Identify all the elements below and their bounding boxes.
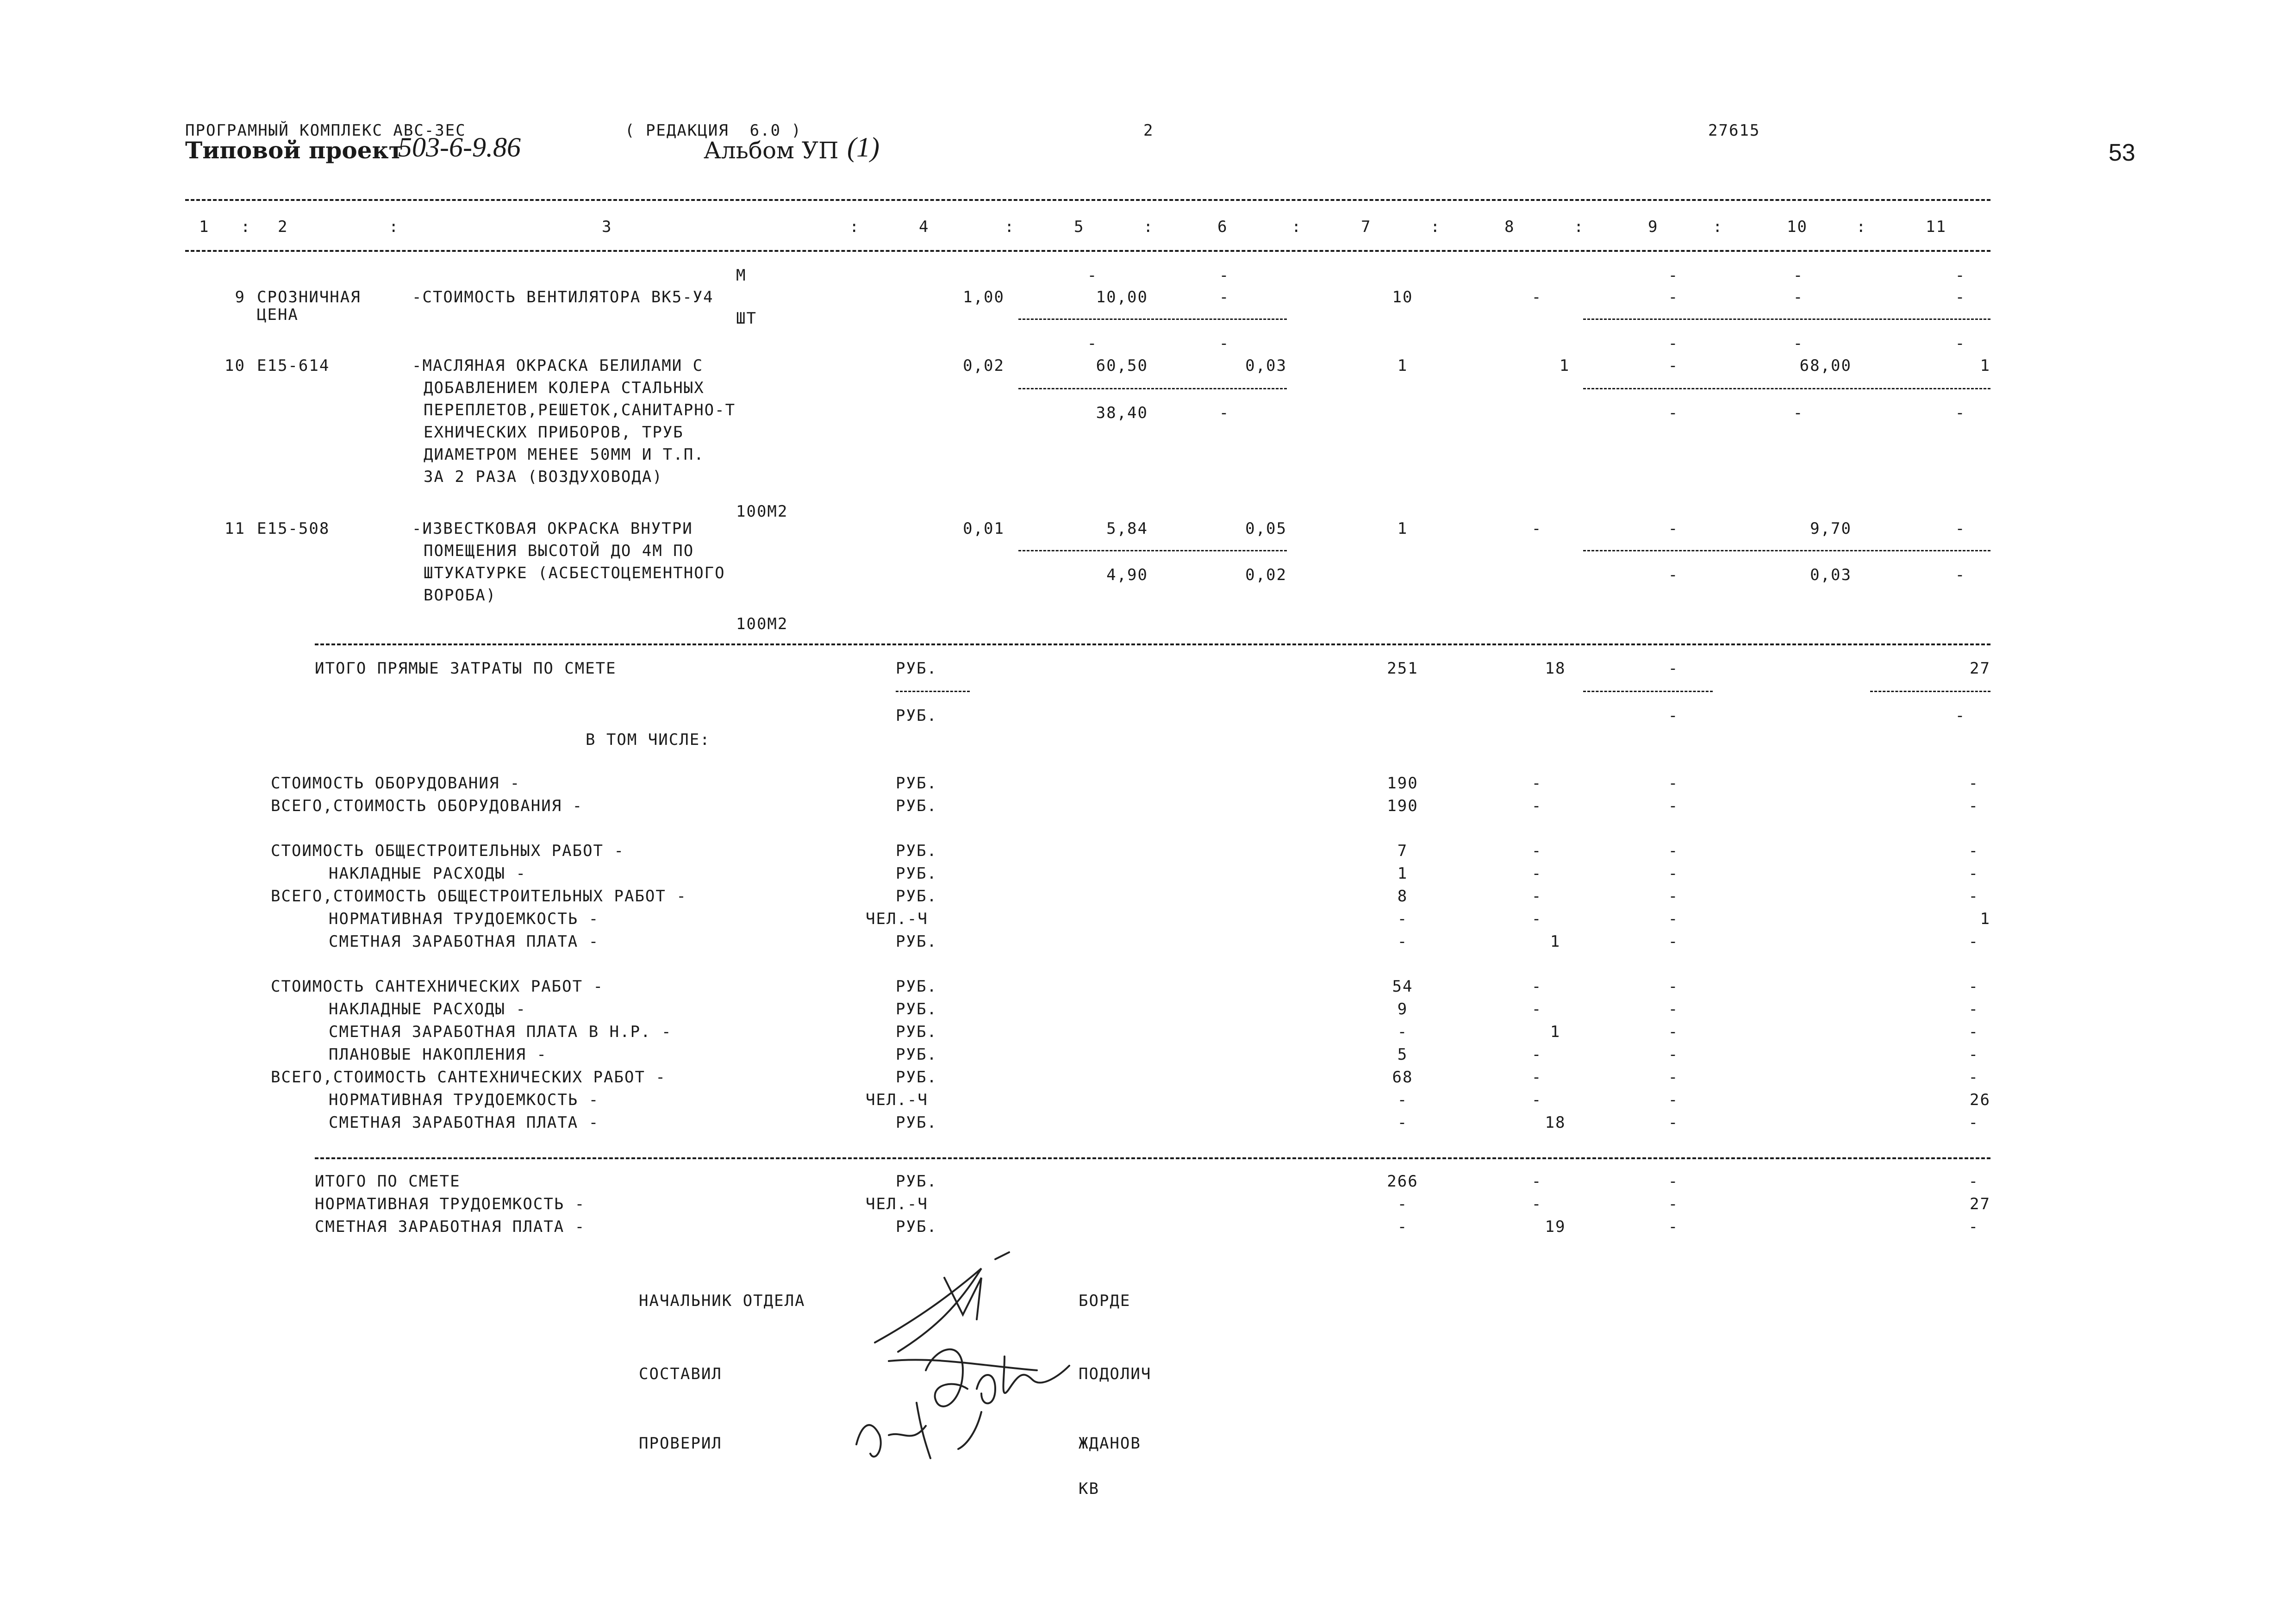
breakdown-c8: 1 — [1550, 932, 1561, 951]
direct-costs-label: ИТОГО ПРЯМЫЕ ЗАТРАТЫ ПО СМЕТЕ — [315, 659, 617, 678]
breakdown-c9: - — [1668, 1023, 1679, 1041]
breakdown-c9: - — [1668, 774, 1679, 793]
breakdown-c9: - — [1668, 842, 1679, 860]
breakdown-c11: - — [1968, 1000, 1979, 1018]
breakdown-c8: - — [1531, 1091, 1542, 1109]
breakdown-c11: - — [1968, 887, 1979, 906]
row10-c11-top: - — [1955, 334, 1966, 353]
breakdown-label: ВСЕГО,СТОИМОСТЬ ОБОРУДОВАНИЯ - — [271, 797, 583, 815]
row10-c10-b: - — [1793, 404, 1804, 422]
final-total: 266 — [1387, 1172, 1418, 1191]
direct-costs-unit-2: РУБ. — [896, 706, 937, 725]
breakdown-c11: - — [1968, 774, 1979, 793]
final-c9: - — [1668, 1218, 1679, 1236]
breakdown-c8: - — [1531, 842, 1542, 860]
sheet-number: 2 — [1143, 121, 1154, 140]
column-number-4: 4 — [919, 218, 930, 236]
column-separator: : — [1143, 218, 1154, 236]
direct-costs-sub-rule-c9 — [1583, 691, 1713, 692]
row9-c8: - — [1531, 288, 1542, 306]
row10-unit-price: 60,50 — [1096, 356, 1148, 375]
row10-unit: 100М2 — [736, 502, 788, 521]
breakdown-label: НОРМАТИВНАЯ ТРУДОЕМКОСТЬ - — [329, 1091, 599, 1109]
breakdown-unit: РУБ. — [896, 1023, 937, 1041]
breakdown-unit: РУБ. — [896, 1000, 937, 1018]
table-header-rule — [185, 250, 1990, 252]
page-number: 53 — [2109, 139, 2135, 166]
row10-c11: 1 — [1980, 356, 1990, 375]
breakdown-c11: - — [1968, 797, 1979, 815]
direct-costs-c11-b: - — [1955, 706, 1966, 725]
row9-total: 10 — [1392, 288, 1413, 306]
row10-unit-price-b: 38,40 — [1096, 404, 1148, 422]
breakdown-c8: - — [1531, 887, 1542, 906]
column-number-2: 2 — [278, 218, 288, 236]
breakdown-unit: РУБ. — [896, 797, 937, 815]
column-separator: : — [1856, 218, 1867, 236]
breakdown-total: 7 — [1397, 842, 1408, 860]
final-label: НОРМАТИВНАЯ ТРУДОЕМКОСТЬ - — [315, 1195, 586, 1213]
breakdown-c8: - — [1531, 797, 1542, 815]
breakdown-unit: ЧЕЛ.-Ч — [866, 910, 928, 928]
column-number-8: 8 — [1504, 218, 1515, 236]
direct-costs-unit: РУБ. — [896, 659, 937, 678]
breakdown-label: СТОИМОСТЬ САНТЕХНИЧЕСКИХ РАБОТ - — [271, 977, 604, 996]
compiled-by-name: ПОДОЛИЧ — [1079, 1365, 1152, 1383]
album-label: Альбом УП — [704, 137, 839, 164]
breakdown-unit: РУБ. — [896, 932, 937, 951]
including-heading: В ТОМ ЧИСЛЕ: — [586, 731, 711, 749]
breakdown-c11: - — [1968, 932, 1979, 951]
breakdown-c9: - — [1668, 864, 1679, 883]
breakdown-total: 190 — [1387, 774, 1418, 793]
breakdown-c9: - — [1668, 932, 1679, 951]
row10-c6-top: - — [1219, 334, 1230, 353]
breakdown-c8: - — [1531, 1068, 1542, 1087]
breakdown-c9: - — [1668, 910, 1679, 928]
breakdown-label: СМЕТНАЯ ЗАРАБОТНАЯ ПЛАТА - — [329, 1113, 599, 1132]
totals-rule — [315, 643, 1990, 645]
direct-costs-total: 251 — [1387, 659, 1418, 678]
breakdown-c11: - — [1968, 842, 1979, 860]
column-number-9: 9 — [1648, 218, 1659, 236]
final-c8: 19 — [1545, 1218, 1566, 1236]
column-separator: : — [1292, 218, 1302, 236]
row9-c9: - — [1668, 288, 1679, 306]
row10-sub-rule-b — [1583, 388, 1990, 389]
breakdown-unit: РУБ. — [896, 1045, 937, 1064]
row9-number: 9 — [235, 288, 245, 306]
row11-c9-b: - — [1668, 566, 1679, 584]
r11-description-line: ШТУКАТУРКЕ (АСБЕСТОЦЕМЕНТНОГО — [424, 564, 725, 582]
row10-c5-top: - — [1087, 334, 1098, 353]
checked-by-name: ЖДАНОВ — [1079, 1434, 1141, 1453]
breakdown-c11: - — [1968, 1045, 1979, 1064]
breakdown-unit: РУБ. — [896, 864, 937, 883]
breakdown-unit: РУБ. — [896, 977, 937, 996]
row9-c9-top: - — [1668, 266, 1679, 285]
row11-c6: 0,05 — [1245, 519, 1287, 538]
project-code: 503-6-9.86 — [398, 132, 521, 162]
row11-unit-price-b: 4,90 — [1106, 566, 1148, 584]
breakdown-label: СМЕТНАЯ ЗАРАБОТНАЯ ПЛАТА В Н.Р. - — [329, 1023, 672, 1041]
column-separator: : — [849, 218, 860, 236]
row10-c10: 68,00 — [1799, 356, 1852, 375]
breakdown-label: ВСЕГО,СТОИМОСТЬ САНТЕХНИЧЕСКИХ РАБОТ - — [271, 1068, 666, 1087]
breakdown-c11: - — [1968, 1068, 1979, 1087]
breakdown-c8: - — [1531, 1045, 1542, 1064]
breakdown-total: - — [1397, 1113, 1408, 1132]
row9-unit-price: 10,00 — [1096, 288, 1148, 306]
breakdown-c11: - — [1968, 977, 1979, 996]
breakdown-c11: - — [1968, 864, 1979, 883]
document-number: 27615 — [1708, 121, 1760, 140]
final-c9: - — [1668, 1195, 1679, 1213]
r11-description-line: -ИЗВЕСТКОВАЯ ОКРАСКА ВНУТРИ — [412, 519, 693, 538]
direct-costs-sub-rule-unit — [896, 691, 970, 692]
breakdown-label: НОРМАТИВНАЯ ТРУДОЕМКОСТЬ - — [329, 910, 599, 928]
row10-c9: - — [1668, 356, 1679, 375]
row9-c6-top: - — [1219, 266, 1230, 285]
row11-code: Е15-508 — [257, 519, 330, 538]
row9-quantity: 1,00 — [963, 288, 1004, 306]
row9-sub-rule-b — [1583, 319, 1990, 320]
row11-c11-b: - — [1955, 566, 1966, 584]
breakdown-label: НАКЛАДНЫЕ РАСХОДЫ - — [329, 1000, 526, 1018]
r10-description-line: ЗА 2 РАЗА (ВОЗДУХОВОДА) — [424, 468, 663, 486]
row10-number: 10 — [225, 356, 245, 375]
final-c11: - — [1968, 1172, 1979, 1191]
breakdown-total: 54 — [1392, 977, 1413, 996]
final-c11: 27 — [1970, 1195, 1990, 1213]
direct-costs-c11: 27 — [1970, 659, 1990, 678]
column-separator: : — [1430, 218, 1441, 236]
column-number-3: 3 — [602, 218, 612, 236]
row9-description: -СТОИМОСТЬ ВЕНТИЛЯТОРА ВК5-У4 — [412, 288, 714, 306]
row11-c11: - — [1955, 519, 1966, 538]
breakdown-total: - — [1397, 932, 1408, 951]
direct-costs-sub-rule-c11 — [1870, 691, 1990, 692]
row10-sub-rule-a — [1018, 388, 1287, 389]
final-c8: - — [1531, 1172, 1542, 1191]
breakdown-c9: - — [1668, 887, 1679, 906]
final-unit: РУБ. — [896, 1172, 937, 1191]
row11-unit-price: 5,84 — [1106, 519, 1148, 538]
footer-code: КВ — [1079, 1480, 1099, 1498]
column-separator: : — [1713, 218, 1723, 236]
breakdown-unit: РУБ. — [896, 1113, 937, 1132]
final-c8: - — [1531, 1195, 1542, 1213]
column-number-5: 5 — [1074, 218, 1085, 236]
breakdown-total: 5 — [1397, 1045, 1408, 1064]
breakdown-total: - — [1397, 910, 1408, 928]
final-label: ИТОГО ПО СМЕТЕ — [315, 1172, 461, 1191]
breakdown-c8: 18 — [1545, 1113, 1566, 1132]
r10-description-line: ДИАМЕТРОМ МЕНЕЕ 50ММ И Т.П. — [424, 445, 705, 464]
direct-costs-c9: - — [1668, 659, 1679, 678]
breakdown-c9: - — [1668, 1045, 1679, 1064]
breakdown-c8: - — [1531, 1000, 1542, 1018]
breakdown-unit: РУБ. — [896, 1068, 937, 1087]
column-separator: : — [1004, 218, 1015, 236]
head-of-dept-label: НАЧАЛЬНИК ОТДЕЛА — [639, 1292, 805, 1310]
column-number-1: 1 — [199, 218, 210, 236]
row9-c11-top: - — [1955, 266, 1966, 285]
row11-c9: - — [1668, 519, 1679, 538]
direct-costs-c9-b: - — [1668, 706, 1679, 725]
breakdown-total: - — [1397, 1091, 1408, 1109]
final-c9: - — [1668, 1172, 1679, 1191]
row10-c11-b: - — [1955, 404, 1966, 422]
final-unit: РУБ. — [896, 1218, 937, 1236]
breakdown-c9: - — [1668, 797, 1679, 815]
r11-description-line: ВОРОБА) — [424, 586, 497, 605]
row11-c10-b: 0,03 — [1810, 566, 1852, 584]
breakdown-c8: - — [1531, 864, 1542, 883]
row9-c5-top: - — [1087, 266, 1098, 285]
row10-c9-top: - — [1668, 334, 1679, 353]
breakdown-unit: РУБ. — [896, 774, 937, 793]
breakdown-total: 68 — [1392, 1068, 1413, 1087]
row9-unit-top: М — [736, 266, 747, 285]
row10-quantity: 0,02 — [963, 356, 1004, 375]
breakdown-c9: - — [1668, 977, 1679, 996]
breakdown-label: ВСЕГО,СТОИМОСТЬ ОБЩЕСТРОИТЕЛЬНЫХ РАБОТ - — [271, 887, 687, 906]
r10-description-line: -МАСЛЯНАЯ ОКРАСКА БЕЛИЛАМИ С — [412, 356, 704, 375]
direct-costs-c8: 18 — [1545, 659, 1566, 678]
row11-sub-rule-b — [1583, 550, 1990, 551]
breakdown-label: ПЛАНОВЫЕ НАКОПЛЕНИЯ - — [329, 1045, 547, 1064]
row11-unit: 100М2 — [736, 615, 788, 633]
row10-c6: 0,03 — [1245, 356, 1287, 375]
column-number-6: 6 — [1217, 218, 1228, 236]
column-number-11: 11 — [1926, 218, 1947, 236]
r10-description-line: ДОБАВЛЕНИЕМ КОЛЕРА СТАЛЬНЫХ — [424, 379, 705, 397]
breakdown-c11: 1 — [1980, 910, 1990, 928]
final-unit: ЧЕЛ.-Ч — [866, 1195, 928, 1213]
r10-description-line: ЕХНИЧЕСКИХ ПРИБОРОВ, ТРУБ — [424, 423, 684, 442]
row9-c10-top: - — [1793, 266, 1804, 285]
column-number-10: 10 — [1787, 218, 1808, 236]
column-separator: : — [241, 218, 251, 236]
row11-c6-b: 0,02 — [1245, 566, 1287, 584]
breakdown-c8: 1 — [1550, 1023, 1561, 1041]
breakdown-total: - — [1397, 1023, 1408, 1041]
row10-c10-top: - — [1793, 334, 1804, 353]
final-total: - — [1397, 1218, 1408, 1236]
breakdown-label: СТОИМОСТЬ ОБЩЕСТРОИТЕЛЬНЫХ РАБОТ - — [271, 842, 624, 860]
column-number-7: 7 — [1361, 218, 1372, 236]
row11-total: 1 — [1397, 519, 1408, 538]
table-top-rule — [185, 199, 1990, 201]
breakdown-label: НАКЛАДНЫЕ РАСХОДЫ - — [329, 864, 526, 883]
row11-quantity: 0,01 — [963, 519, 1004, 538]
r11-description-line: ПОМЕЩЕНИЯ ВЫСОТОЙ ДО 4М ПО — [424, 542, 694, 560]
row10-c8: 1 — [1559, 356, 1570, 375]
breakdown-c9: - — [1668, 1000, 1679, 1018]
breakdown-unit: РУБ. — [896, 887, 937, 906]
row9-sub-rule-a — [1018, 319, 1287, 320]
breakdown-c9: - — [1668, 1091, 1679, 1109]
row11-c8: - — [1531, 519, 1542, 538]
final-totals-rule — [315, 1157, 1990, 1159]
column-separator: : — [1574, 218, 1585, 236]
signature-marks — [842, 1250, 1102, 1481]
column-separator: : — [389, 218, 399, 236]
breakdown-c11: - — [1968, 1113, 1979, 1132]
breakdown-c8: - — [1531, 774, 1542, 793]
row10-total: 1 — [1397, 356, 1408, 375]
head-of-dept-name: БОРДЕ — [1079, 1292, 1131, 1310]
final-total: - — [1397, 1195, 1408, 1213]
project-label: Типовой проект — [185, 137, 403, 164]
row11-sub-rule-a — [1018, 550, 1287, 551]
breakdown-c9: - — [1668, 1113, 1679, 1132]
row9-unit: ШТ — [736, 309, 757, 328]
row9-c6: - — [1219, 288, 1230, 306]
row11-number: 11 — [225, 519, 245, 538]
breakdown-c8: - — [1531, 977, 1542, 996]
row10-code: Е15-614 — [257, 356, 330, 375]
row10-c9-b: - — [1668, 404, 1679, 422]
compiled-by-label: СОСТАВИЛ — [639, 1365, 722, 1383]
row10-c6-b: - — [1219, 404, 1230, 422]
breakdown-label: СМЕТНАЯ ЗАРАБОТНАЯ ПЛАТА - — [329, 932, 599, 951]
breakdown-c8: - — [1531, 910, 1542, 928]
program-title: ПРОГРАМНЫЙ КОМПЛЕКС АВС-ЗЕС — [185, 121, 466, 140]
album-part: (1) — [847, 132, 880, 162]
row9-code-line2: ЦЕНА — [257, 306, 299, 324]
breakdown-unit: РУБ. — [896, 842, 937, 860]
r10-description-line: ПЕРЕПЛЕТОВ,РЕШЕТОК,САНИТАРНО-Т — [424, 401, 736, 419]
row9-code: СРОЗНИЧНАЯ — [257, 288, 361, 306]
checked-by-label: ПРОВЕРИЛ — [639, 1434, 722, 1453]
breakdown-c9: - — [1668, 1068, 1679, 1087]
breakdown-total: 9 — [1397, 1000, 1408, 1018]
breakdown-total: 190 — [1387, 797, 1418, 815]
breakdown-c11: 26 — [1970, 1091, 1990, 1109]
breakdown-total: 1 — [1397, 864, 1408, 883]
breakdown-unit: ЧЕЛ.-Ч — [866, 1091, 928, 1109]
row9-c11: - — [1955, 288, 1966, 306]
edition-label: ( РЕДАКЦИЯ 6.0 ) — [625, 121, 802, 140]
breakdown-c11: - — [1968, 1023, 1979, 1041]
row9-c10: - — [1793, 288, 1804, 306]
breakdown-total: 8 — [1397, 887, 1408, 906]
breakdown-label: СТОИМОСТЬ ОБОРУДОВАНИЯ - — [271, 774, 521, 793]
row11-c10: 9,70 — [1810, 519, 1852, 538]
final-label: СМЕТНАЯ ЗАРАБОТНАЯ ПЛАТА - — [315, 1218, 586, 1236]
final-c11: - — [1968, 1218, 1979, 1236]
